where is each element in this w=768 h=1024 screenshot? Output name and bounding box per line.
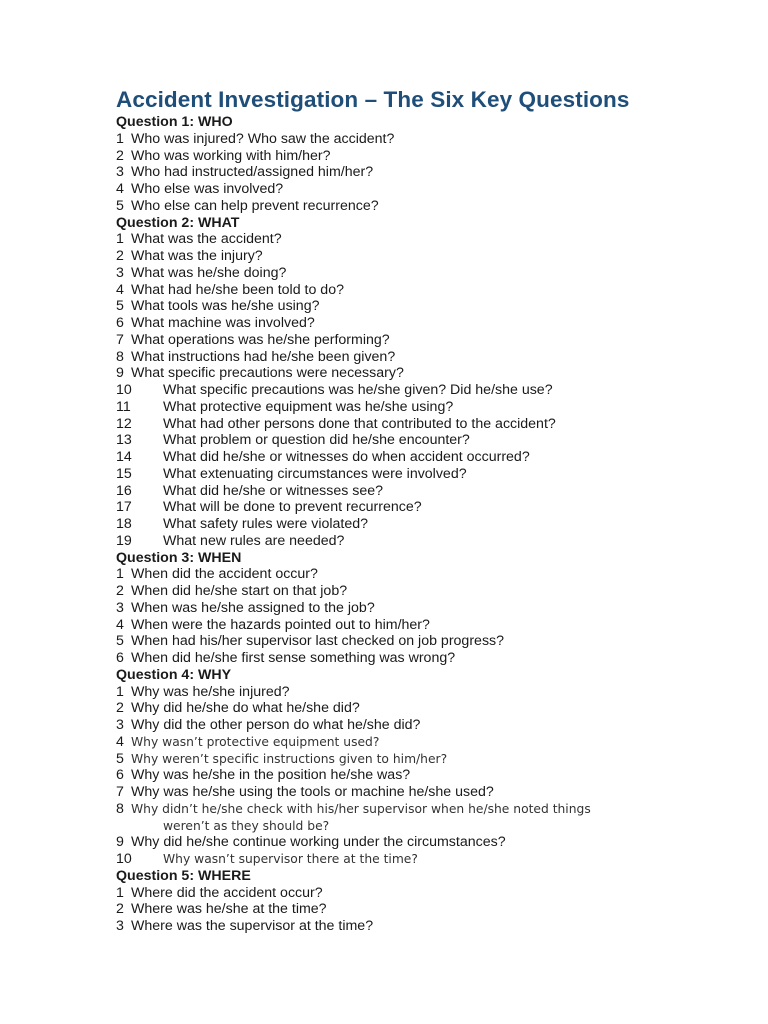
question-number: 8: [116, 800, 124, 817]
question-number: 3: [116, 264, 124, 281]
question-text: What problem or question did he/she encounter?: [163, 432, 470, 449]
question-text: Where was the supervisor at the time?: [131, 918, 374, 934]
question-item: [116, 901, 746, 918]
question-number: 7: [116, 331, 124, 348]
question-item: [116, 566, 746, 583]
question-number: 14: [116, 449, 132, 465]
question-number: 1: [116, 884, 124, 901]
section-heading: Question 5: WHERE: [116, 867, 251, 884]
question-number: 6: [116, 650, 124, 666]
question-number: 5: [116, 633, 124, 650]
section-heading: Question 1: WHO: [116, 114, 233, 130]
question-text: When did he/she start on that job?: [131, 583, 348, 599]
question-item: [116, 516, 746, 533]
question-item: [116, 231, 746, 248]
question-item: [116, 767, 746, 784]
question-item: [116, 499, 746, 516]
question-number: 17: [116, 499, 132, 516]
question-text: What operations was he/she performing?: [131, 331, 390, 348]
question-item: [116, 851, 746, 868]
question-text: Who else was involved?: [131, 181, 284, 197]
question-number: 1: [116, 130, 124, 147]
question-text: What new rules are needed?: [163, 532, 345, 549]
question-number: 1: [116, 683, 124, 700]
question-text: What extenuating circumstances were involved?: [163, 465, 467, 482]
question-item: [116, 650, 746, 667]
question-text: What machine was involved?: [131, 315, 315, 331]
question-number: 10: [116, 851, 132, 867]
question-number: 6: [116, 315, 124, 331]
document-title: Accident Investigation – The Six Key Questions: [116, 87, 630, 112]
question-item: [116, 382, 746, 399]
question-number: 4: [116, 616, 124, 633]
question-item: [116, 617, 746, 634]
question-item: [116, 684, 746, 701]
question-number: 18: [116, 516, 132, 532]
question-text: Why was he/she injured?: [131, 683, 290, 700]
question-item: [116, 801, 746, 818]
question-item: [116, 332, 746, 349]
question-text: When were the hazards pointed out to him/her?: [131, 616, 430, 633]
question-text: Who was working with him/her?: [131, 147, 331, 164]
question-text: What was the injury?: [131, 248, 263, 264]
question-number: 3: [116, 164, 124, 181]
question-item: [116, 784, 746, 801]
question-number: 5: [116, 750, 124, 767]
question-text: Who had instructed/assigned him/her?: [131, 164, 374, 181]
question-number: 9: [116, 365, 124, 382]
question-number: 6: [116, 767, 124, 784]
question-item: [116, 834, 746, 851]
question-text: Where was he/she at the time?: [131, 901, 327, 918]
question-item: [116, 282, 746, 299]
question-text: What specific precautions was he/she given? Did he/she use?: [163, 382, 553, 398]
question-number: 4: [116, 733, 124, 750]
question-sections: [116, 114, 746, 935]
question-text: What protective equipment was he/she using?: [163, 398, 454, 415]
question-number: 19: [116, 532, 132, 549]
question-item: [116, 164, 746, 181]
question-number: 3: [116, 918, 124, 934]
question-number: 11: [116, 398, 131, 415]
question-item: [116, 298, 746, 315]
question-number: 1: [116, 566, 124, 583]
section-heading: Question 2: WHAT: [116, 214, 240, 231]
question-number: 9: [116, 834, 124, 851]
question-text: What had other persons done that contributed to the accident?: [163, 415, 556, 432]
question-item: [116, 265, 746, 282]
question-text: What did he/she or witnesses see?: [163, 482, 384, 499]
question-text: Where did the accident occur?: [131, 884, 323, 901]
question-number: 2: [116, 248, 124, 264]
question-number: 13: [116, 432, 132, 449]
question-item: [116, 248, 746, 265]
question-text: When was he/she assigned to the job?: [131, 599, 375, 616]
question-number: 8: [116, 348, 124, 365]
question-item: [116, 918, 746, 935]
question-item: [116, 466, 746, 483]
question-number: 10: [116, 382, 132, 398]
question-item: [116, 533, 746, 550]
question-text: What instructions had he/she been given?: [131, 348, 396, 365]
question-text: What was he/she doing?: [131, 264, 287, 281]
question-item: [116, 633, 746, 650]
question-number: 1: [116, 231, 124, 248]
question-item: [116, 751, 746, 768]
question-text: What specific precautions were necessary?: [131, 365, 404, 382]
section-heading: Question 4: WHY: [116, 666, 232, 683]
question-item: [116, 399, 746, 416]
question-number: 4: [116, 181, 124, 197]
question-number: 16: [116, 482, 132, 499]
question-item: [116, 700, 746, 717]
question-text: When did he/she first sense something was wrong?: [131, 650, 456, 666]
question-item: [116, 449, 746, 466]
question-text: When did the accident occur?: [131, 566, 318, 583]
question-item: [116, 365, 746, 382]
question-item: [116, 885, 746, 902]
question-number: 2: [116, 583, 124, 599]
question-text: Why weren’t specific instructions given to him/her?: [131, 751, 448, 766]
question-item: [116, 583, 746, 600]
question-text: Why did the other person do what he/she did?: [131, 717, 421, 733]
question-text: Why was he/she using the tools or machine he/she used?: [131, 784, 494, 800]
question-text: Why wasn’t supervisor there at the time?: [163, 852, 418, 866]
question-number: 4: [116, 281, 124, 298]
question-number: 3: [116, 599, 124, 616]
question-item: [116, 349, 746, 366]
question-text: What tools was he/she using?: [131, 298, 320, 315]
question-number: 5: [116, 298, 124, 315]
question-text: Why didn’t he/she check with his/her supervisor when he/she noted things: [131, 801, 591, 816]
question-text: Why did he/she do what he/she did?: [131, 700, 360, 717]
question-item: [116, 600, 746, 617]
question-text: Why was he/she in the position he/she was?: [131, 767, 411, 784]
question-item: [116, 181, 746, 198]
question-text: What will be done to prevent recurrence?: [163, 499, 422, 516]
question-number: 2: [116, 901, 124, 918]
question-text: Why did he/she continue working under the circumstances?: [131, 834, 506, 851]
question-text: Who was injured? Who saw the accident?: [131, 130, 395, 147]
section-heading: Question 3: WHEN: [116, 549, 242, 566]
question-number: 12: [116, 415, 132, 432]
question-number: 15: [116, 465, 132, 482]
question-item: [116, 483, 746, 500]
question-text: What did he/she or witnesses do when accident occurred?: [163, 449, 530, 465]
question-item: [116, 148, 746, 165]
question-text: What safety rules were violated?: [163, 516, 369, 532]
question-number: 7: [116, 784, 124, 800]
question-item: [116, 416, 746, 433]
question-number: 5: [116, 197, 124, 214]
question-text-continuation: [116, 818, 746, 835]
question-text: When had his/her supervisor last checked on job progress?: [131, 633, 505, 650]
question-item: [116, 432, 746, 449]
question-number: 3: [116, 717, 124, 733]
question-number: 2: [116, 700, 124, 717]
question-item: [116, 734, 746, 751]
question-text: weren’t as they should be?: [163, 818, 330, 833]
question-item: [116, 717, 746, 734]
question-text: What had he/she been told to do?: [131, 281, 344, 298]
question-number: 2: [116, 147, 124, 164]
question-item: [116, 315, 746, 332]
document-page: [116, 86, 746, 935]
question-text: Why wasn’t protective equipment used?: [131, 734, 380, 749]
question-item: [116, 198, 746, 215]
question-text: What was the accident?: [131, 231, 282, 248]
question-text: Who else can help prevent recurrence?: [131, 197, 379, 214]
question-item: [116, 131, 746, 148]
